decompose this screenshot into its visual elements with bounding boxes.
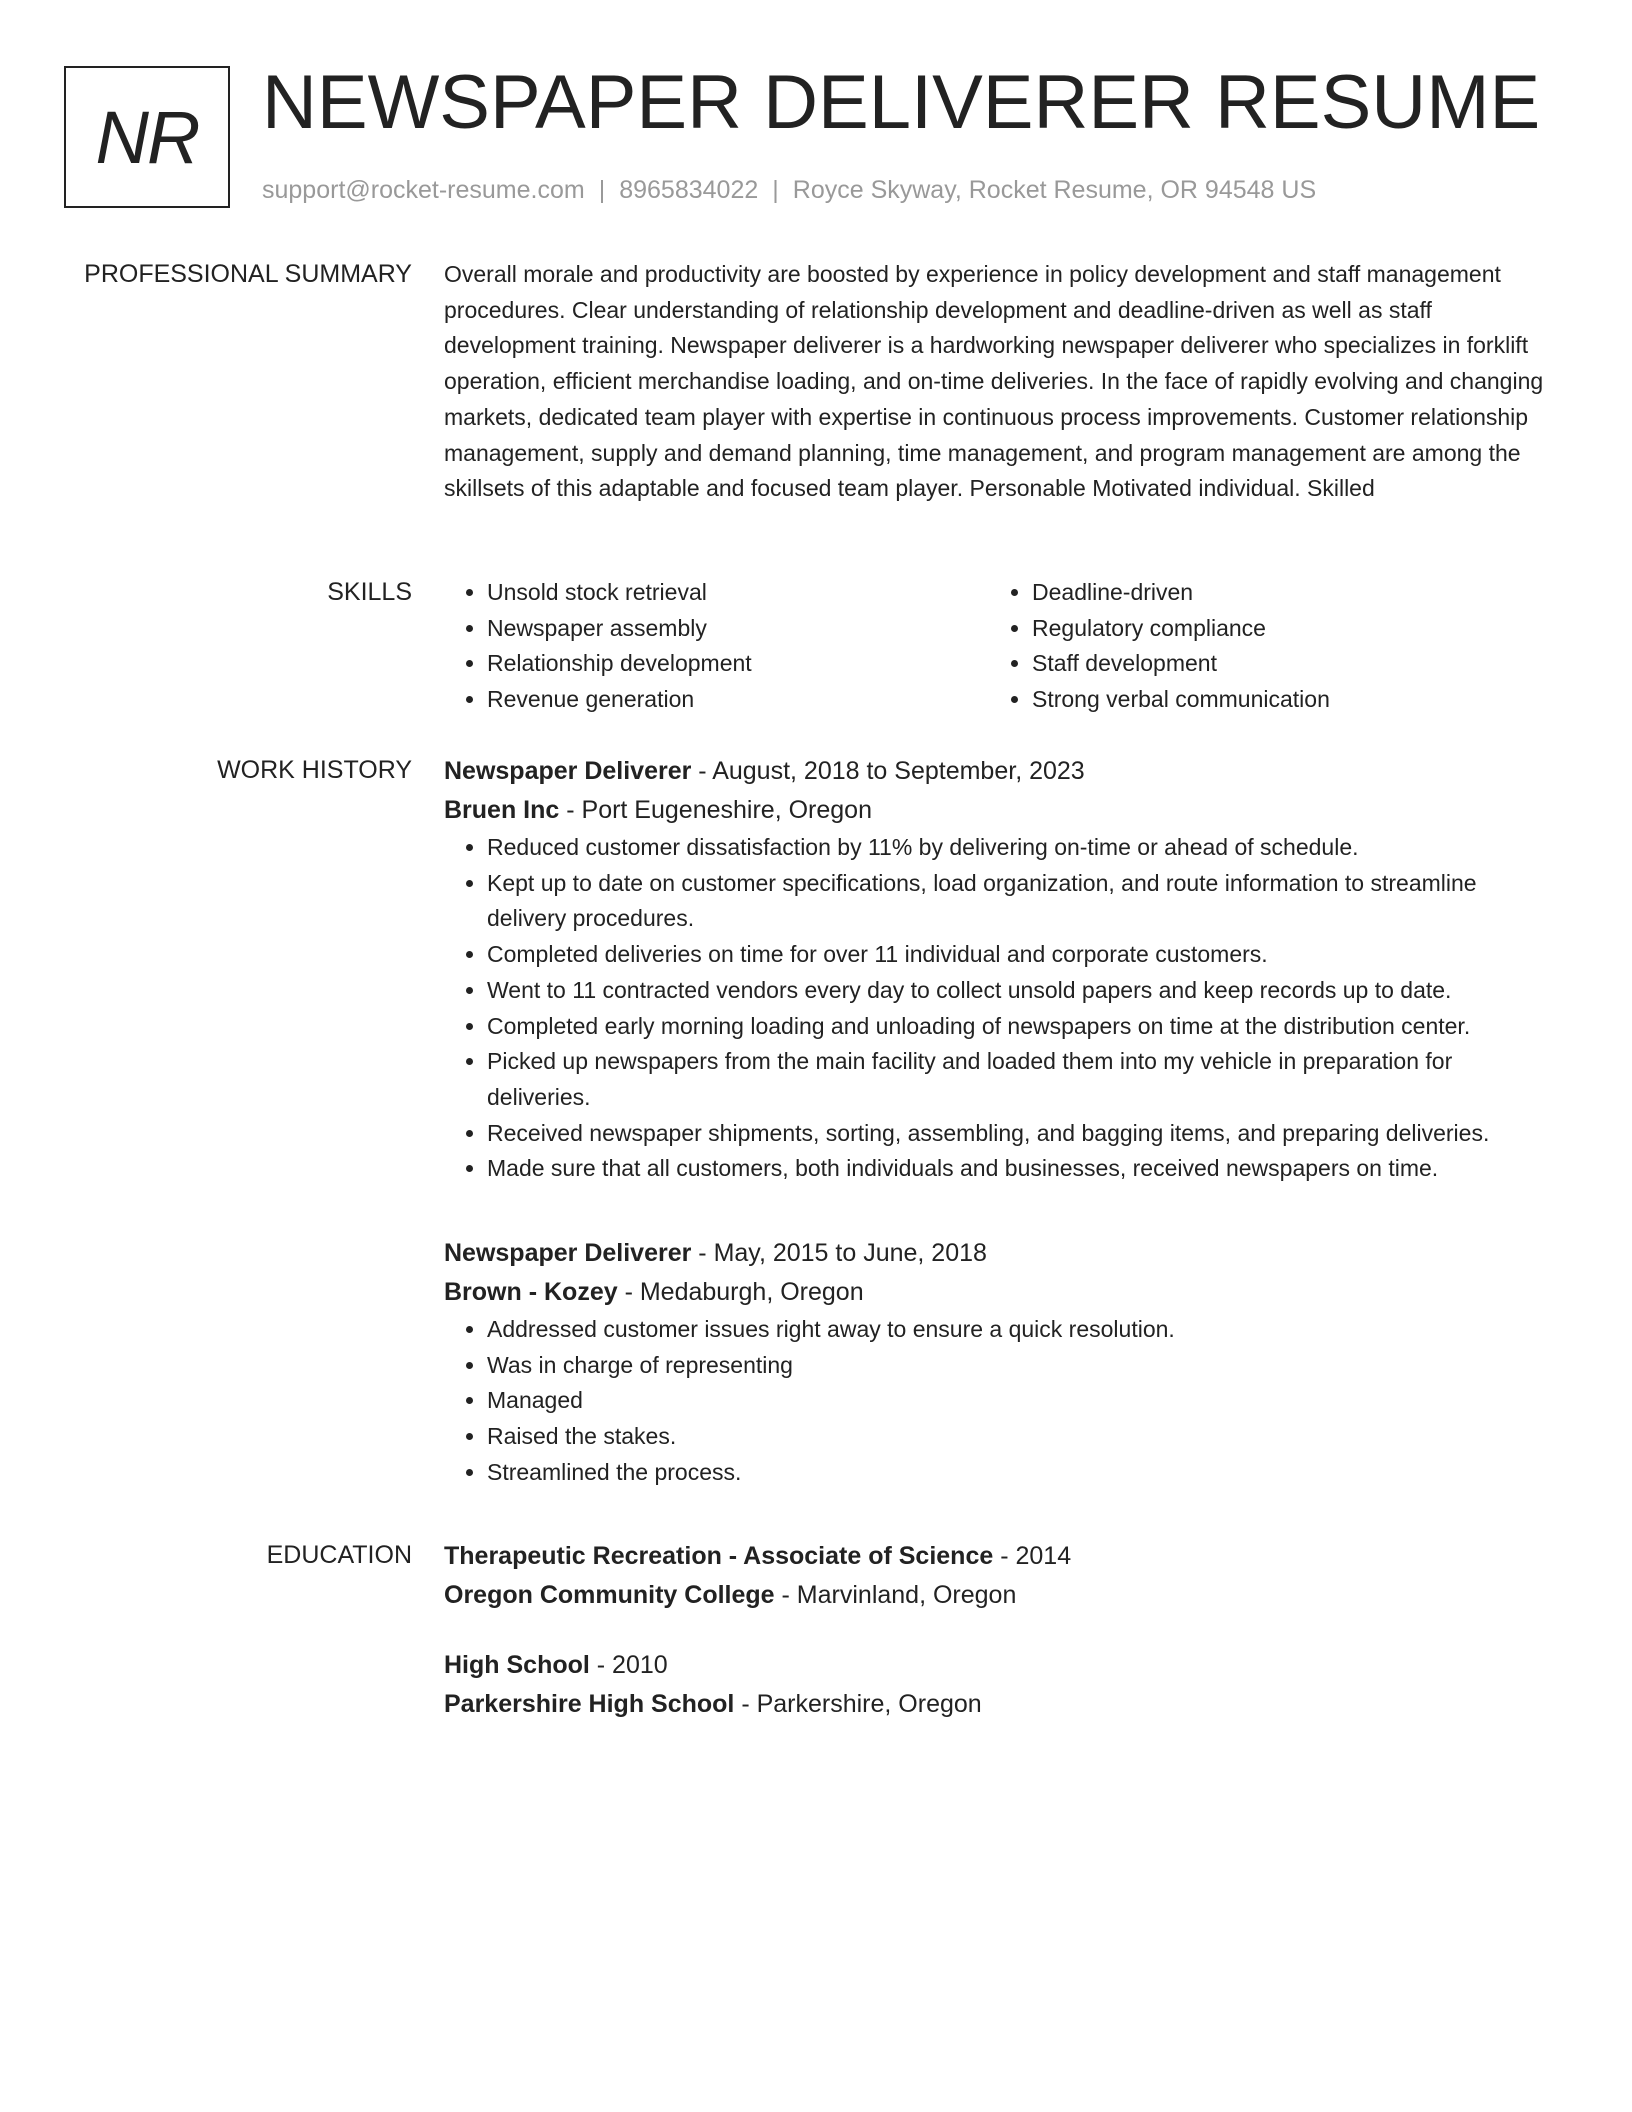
education-degree: Therapeutic Recreation - Associate of Science: [444, 1542, 994, 1570]
job-dates: - May, 2015 to June, 2018: [691, 1239, 987, 1267]
job-bullet: • Picked up newspapers from the main facility and loaded them into my vehicle in preparation for deliveries.: [487, 1044, 1556, 1115]
education-school: Oregon Community College: [444, 1581, 775, 1609]
section-label-summary: PROFESSIONAL SUMMARY: [84, 260, 412, 288]
skills-column-right: [989, 575, 1534, 718]
monogram-badge: NR: [64, 66, 230, 208]
section-label-skills: SKILLS: [327, 578, 412, 606]
contact-phone[interactable]: 8965834022: [619, 176, 759, 204]
section-label-education: EDUCATION: [266, 1541, 412, 1569]
job-company-line: [444, 791, 1556, 830]
education-school-line: [444, 1576, 1556, 1615]
job-title: Newspaper Deliverer: [444, 757, 692, 785]
contact-email[interactable]: support@rocket-resume.com: [262, 176, 585, 204]
education-entry: [444, 1646, 1556, 1724]
job-entry: [444, 1234, 1556, 1491]
job-company-line: [444, 1273, 1556, 1312]
skill-item: • Revenue generation: [487, 682, 989, 718]
job-title-line: [444, 1234, 1556, 1273]
resume-title: NEWSPAPER DELIVERER RESUME: [262, 60, 1541, 145]
skill-item: • Regulatory compliance: [1032, 611, 1534, 647]
education-entry: [444, 1537, 1556, 1615]
job-dates: - August, 2018 to September, 2023: [691, 757, 1085, 785]
education-year: - 2010: [589, 1651, 668, 1679]
skill-item: • Unsold stock retrieval: [487, 575, 989, 611]
job-bullets: [444, 1312, 1556, 1491]
job-company: Brown - Kozey: [444, 1278, 618, 1306]
education-degree-line: [444, 1537, 1556, 1576]
summary-text: Overall morale and productivity are boosted by experience in policy development and staff management procedures. Clear understanding of relationship development and deadline-driven as well as staff development training. Newspaper deliverer is a hardworking newspaper deliverer who specializes in forklift operation, efficient merchandise loading, and on-time deliveries. In the face of rapidly evolving and changing markets, dedicated team player with expertise in continuous process improvements. Customer relationship management, supply and demand planning, time management, and program management are among the skillsets of this adaptable and focused team player. Personable Motivated individual. Skilled: [444, 261, 1544, 502]
skills-column-left: [444, 575, 989, 718]
skill-item: • Staff development: [1032, 646, 1534, 682]
education-degree-line: [444, 1646, 1556, 1685]
job-bullet: • Completed deliveries on time for over 11 individual and corporate customers.: [487, 937, 1556, 973]
education-school-line: [444, 1685, 1556, 1724]
job-bullets: [444, 830, 1556, 1187]
education-year: - 2014: [993, 1542, 1072, 1570]
job-entry: [444, 752, 1556, 1187]
skill-item: • Relationship development: [487, 646, 989, 682]
job-bullet: • Reduced customer dissatisfaction by 11% by delivering on-time or ahead of schedule.: [487, 830, 1556, 866]
contact-address: Royce Skyway, Rocket Resume, OR 94548 US: [792, 176, 1317, 204]
job-bullet: • Received newspaper shipments, sorting, assembling, and bagging items, and preparing deliveries.: [487, 1116, 1556, 1152]
job-bullet: • Streamlined the process.: [487, 1455, 1556, 1491]
summary-body: [444, 257, 1556, 507]
job-bullet: • Made sure that all customers, both individuals and businesses, received newspapers on time.: [487, 1151, 1556, 1187]
skills-list-right: [989, 575, 1534, 718]
job-bullet: • Managed: [487, 1383, 1556, 1419]
contact-line: [262, 172, 1316, 208]
job-bullet: • Completed early morning loading and unloading of newspapers on time at the distribution center.: [487, 1009, 1556, 1045]
job-title-line: [444, 752, 1556, 791]
job-bullet: • Went to 11 contracted vendors every day to collect unsold papers and keep records up to date.: [487, 973, 1556, 1009]
job-title: Newspaper Deliverer: [444, 1239, 692, 1267]
contact-separator: |: [598, 176, 606, 204]
job-location: - Medaburgh, Oregon: [617, 1278, 864, 1306]
section-label-work-history: WORK HISTORY: [217, 756, 412, 784]
contact-separator: |: [772, 176, 779, 204]
skills-list-left: [444, 575, 989, 718]
education-school: Parkershire High School: [444, 1690, 735, 1718]
skill-item: • Deadline-driven: [1032, 575, 1534, 611]
skills-body: [444, 575, 1556, 718]
skill-item: • Strong verbal communication: [1032, 682, 1534, 718]
skills-grid: [444, 575, 1556, 718]
job-bullet: • Was in charge of representing: [487, 1348, 1556, 1384]
education-location: - Marvinland, Oregon: [774, 1581, 1017, 1609]
education-location: - Parkershire, Oregon: [734, 1690, 982, 1718]
job-company: Bruen Inc: [444, 796, 560, 824]
job-location: - Port Eugeneshire, Oregon: [559, 796, 872, 824]
skill-item: • Newspaper assembly: [487, 611, 989, 647]
education-degree: High School: [444, 1651, 590, 1679]
job-bullet: • Kept up to date on customer specifications, load organization, and route information to streamline delivery procedures.: [487, 866, 1556, 937]
job-bullet: • Raised the stakes.: [487, 1419, 1556, 1455]
job-bullet: • Addressed customer issues right away to ensure a quick resolution.: [487, 1312, 1556, 1348]
